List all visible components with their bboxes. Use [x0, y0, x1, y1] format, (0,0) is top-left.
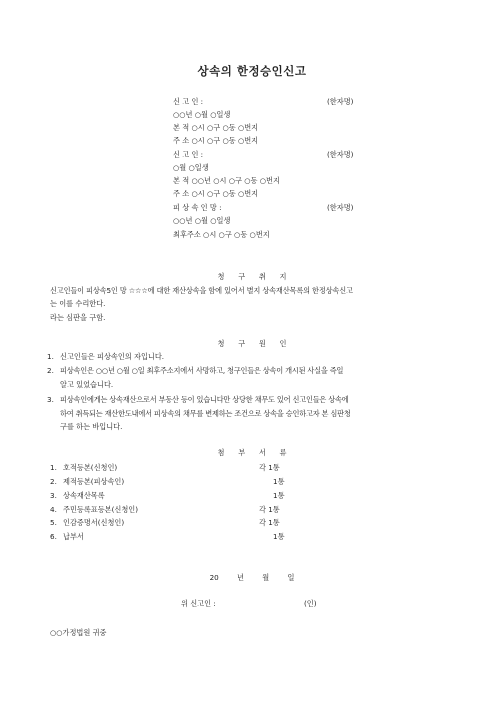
grounds-item-text: 알고 있었습니다. [60, 380, 114, 389]
applicant-1-label: 신 고 인 : [173, 97, 204, 106]
attachment-count: 1통 [273, 532, 285, 541]
attachment-count: 1통 [273, 491, 285, 500]
filing-date: 20 년 월 일 [209, 573, 295, 582]
purpose-text: 라는 심판을 구함. [50, 313, 106, 322]
attachment-name: 호적등본(신청인) [63, 463, 118, 472]
grounds-item-number: 1. [47, 352, 54, 361]
applicant-2-label: 신 고 인 : [173, 150, 204, 159]
court-addressee: ○○가정법원 귀중 [50, 628, 107, 637]
document-title: 상속의 한정승인신고 [197, 64, 307, 78]
grounds-item-number: 2. [47, 366, 54, 375]
attachment-name: 주민등록표등본(신청인) [63, 505, 139, 514]
deceased-hanja: (한자명) [327, 203, 354, 212]
attachment-name: 상속재산목록 [63, 491, 105, 500]
purpose-text: 신고인들이 피상속5인 망 ☆☆☆에 대한 재산상속을 함에 있어서 별지 상속재산목록의 한정상속신고 [50, 286, 353, 295]
grounds-item-text: 구를 하는 바입니다. [60, 422, 123, 431]
signer-seal: (인) [304, 599, 317, 608]
deceased-line: ○○년 ○월 ○일생 [173, 216, 231, 225]
attachment-number: 6. [50, 532, 57, 541]
applicant-1-line: 본 적 ○시 ○구 ○동 ○번지 [173, 123, 259, 132]
attachments-heading: 첨 부 서 류 [217, 448, 287, 457]
attachment-name: 제적등본(피상속인) [63, 477, 125, 486]
purpose-text: 는 이를 수리한다. [50, 299, 106, 308]
grounds-item-text: 하여 취득되는 재산한도내에서 피상속의 채무를 변제하는 조건으로 상속을 승인하고자 본 심판청 [60, 409, 351, 418]
attachment-count: 각 1통 [259, 463, 280, 472]
grounds-heading: 청 구 원 인 [217, 339, 287, 348]
grounds-item-text: 피상속인에게는 상속재산으로서 부동산 등이 있습니다만 상당한 채무도 있어 신고인들은 상속에 [60, 395, 349, 404]
attachment-number: 1. [50, 463, 57, 472]
applicant-1-hanja: (한자명) [327, 97, 354, 106]
applicant-2-line: 본 적 ○○년 ○시 ○구 ○동 ○번지 [173, 176, 280, 185]
applicant-2-line: 주 소 ○시 ○구 ○동 ○번지 [173, 189, 259, 198]
deceased-line: 최후주소 ○시 ○구 ○동 ○번지 [173, 230, 270, 239]
attachment-number: 5. [50, 518, 57, 527]
attachment-count: 각 1통 [259, 518, 280, 527]
attachment-number: 4. [50, 505, 57, 514]
attachment-count: 1통 [273, 477, 285, 486]
deceased-label: 피 상 속 인 망 : [173, 203, 222, 212]
attachment-number: 3. [50, 491, 57, 500]
applicant-2-hanja: (한자명) [327, 150, 354, 159]
grounds-item-number: 3. [47, 395, 54, 404]
signer-label: 위 신고인 : [181, 599, 216, 608]
grounds-item-text: 신고인들은 피상속인의 자입니다. [60, 352, 165, 361]
attachment-number: 2. [50, 477, 57, 486]
applicant-1-line: 주 소 ○시 ○구 ○동 ○번지 [173, 136, 259, 145]
applicant-1-line: ○○년 ○월 ○일생 [173, 110, 231, 119]
grounds-item-text: 피상속인은 ○○년 ○월 ○일 최후주소지에서 사망하고, 청구인들은 상속이 개시된 사실을 즉일 [60, 366, 344, 375]
purpose-heading: 청 구 취 지 [217, 272, 287, 281]
attachment-count: 각 1통 [259, 505, 280, 514]
attachment-name: 인감증명서(신청인) [63, 518, 125, 527]
attachment-name: 납부서 [63, 532, 84, 541]
applicant-2-line: ○월 ○일생 [173, 163, 209, 172]
